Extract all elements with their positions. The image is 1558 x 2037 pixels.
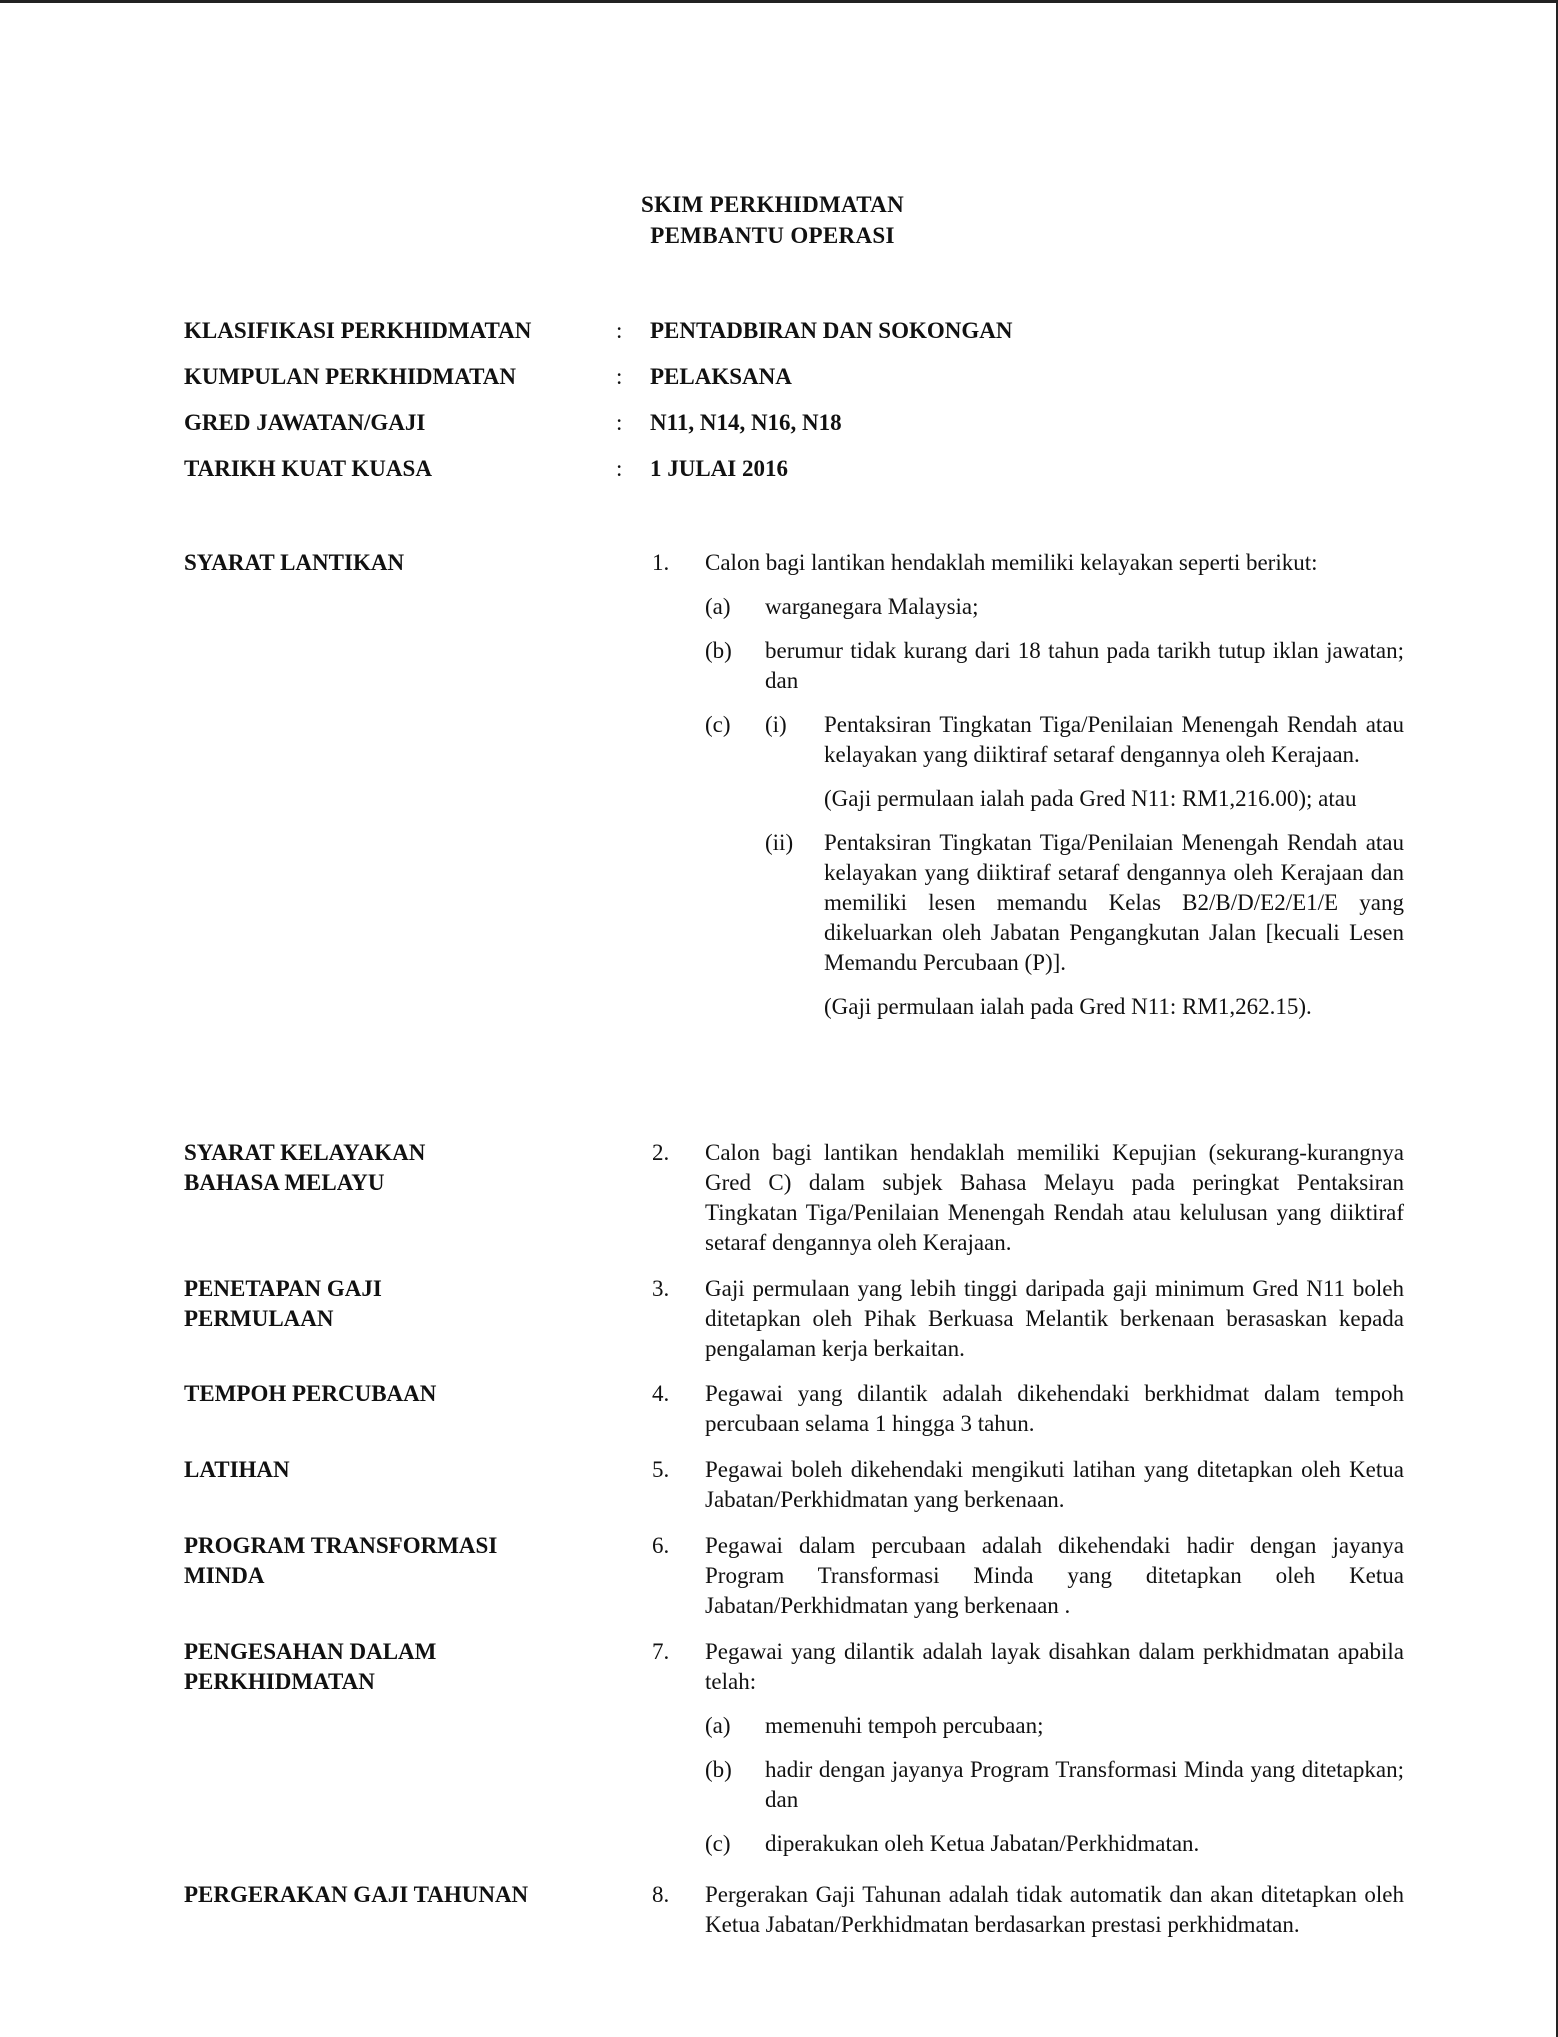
section-label-line: PROGRAM TRANSFORMASI xyxy=(184,1533,498,1558)
meta-value: N11, N14, N16, N18 xyxy=(650,410,842,435)
section-number: 7. xyxy=(652,1639,670,1664)
list-key: (b) xyxy=(705,638,732,663)
section-syarat-lantikan xyxy=(184,548,1404,1022)
meta-label: TARIKH KUAT KUASA xyxy=(184,456,432,481)
section-label-line: PENETAPAN GAJI xyxy=(184,1276,382,1301)
section-number: 6. xyxy=(652,1533,670,1558)
meta-value: 1 JULAI 2016 xyxy=(650,456,789,481)
sub-list-text: Pentaksiran Tingkatan Tiga/Penilaian Menengah Rendah atau kelayakan yang diiktiraf setaraf dengannya oleh Kerajaan dan memiliki lesen memandu Kelas B2/B/D/E2/E1/E yang dikeluarkan oleh Jabatan Pengangkutan Jalan [kecuali Lesen Memandu Percubaan (P)]. xyxy=(824,830,1404,975)
section-text: Pegawai yang dilantik adalah dikehendaki berkhidmat dalam tempoh percubaan selama 1 hingga 3 tahun. xyxy=(705,1381,1404,1436)
section-number: 8. xyxy=(652,1882,670,1907)
section-label: LATIHAN xyxy=(184,1457,290,1482)
list-item xyxy=(705,1829,1404,1859)
sub-list-key: (ii) xyxy=(765,830,794,855)
list-key: (b) xyxy=(705,1757,732,1782)
list-item xyxy=(705,710,1404,1022)
meta-colon: : xyxy=(616,410,623,435)
sub-list-item xyxy=(765,828,1404,1022)
list-text: warganegara Malaysia; xyxy=(765,594,979,619)
section-text: Calon bagi lantikan hendaklah memiliki kelayakan seperti berikut: xyxy=(705,550,1318,575)
sub-list-text: Pentaksiran Tingkatan Tiga/Penilaian Menengah Rendah atau kelayakan yang diiktiraf setaraf dengannya oleh Kerajaan. xyxy=(824,712,1404,767)
sub-list-key: (i) xyxy=(765,712,787,737)
section-number: 4. xyxy=(652,1381,670,1406)
meta-colon: : xyxy=(616,456,623,481)
section-latihan xyxy=(184,1455,1404,1515)
meta-row-klasifikasi xyxy=(184,316,1404,362)
list-item xyxy=(705,592,1404,622)
top-border xyxy=(0,0,1558,3)
section-number: 5. xyxy=(652,1457,670,1482)
salary-note: (Gaji permulaan ialah pada Gred N11: RM1,262.15). xyxy=(824,994,1312,1019)
meta-colon: : xyxy=(616,318,623,343)
section-penetapan-gaji xyxy=(184,1274,1404,1364)
section-label xyxy=(184,1531,650,1621)
list-key: (c) xyxy=(705,1831,731,1856)
section-label: PERGERAKAN GAJI TAHUNAN xyxy=(184,1882,529,1907)
list-text: hadir dengan jayanya Program Transformasi Minda yang ditetapkan; dan xyxy=(765,1757,1404,1812)
meta-row-kumpulan xyxy=(184,362,1404,408)
sub-list-item xyxy=(765,710,1404,814)
list-text: memenuhi tempoh percubaan; xyxy=(765,1713,1044,1738)
list-key: (c) xyxy=(705,712,731,737)
meta-label: KUMPULAN PERKHIDMATAN xyxy=(184,364,516,389)
section-label xyxy=(184,1274,650,1364)
meta-row-gred xyxy=(184,408,1404,454)
section-label-line: SYARAT KELAYAKAN xyxy=(184,1140,426,1165)
list-item xyxy=(705,1711,1404,1741)
meta-colon: : xyxy=(616,364,623,389)
section-label xyxy=(184,1637,650,1859)
list-key: (a) xyxy=(705,594,731,619)
title-line-2: PEMBANTU OPERASI xyxy=(650,223,895,248)
meta-value: PENTADBIRAN DAN SOKONGAN xyxy=(650,318,1013,343)
section-text: Gaji permulaan yang lebih tinggi daripada gaji minimum Gred N11 boleh ditetapkan oleh Pihak Berkuasa Melantik berkenaan berasaskan kepada pengalaman kerja berkaitan. xyxy=(705,1276,1404,1361)
meta-label: KLASIFIKASI PERKHIDMATAN xyxy=(184,318,532,343)
document-title xyxy=(0,189,1545,251)
section-program-transformasi xyxy=(184,1531,1404,1621)
meta-label: GRED JAWATAN/GAJI xyxy=(184,410,426,435)
section-text: Pegawai boleh dikehendaki mengikuti latihan yang ditetapkan oleh Ketua Jabatan/Perkhidmatan yang berkenaan. xyxy=(705,1457,1404,1512)
section-text: Calon bagi lantikan hendaklah memiliki Kepujian (sekurang-kurangnya Gred C) dalam subjek Bahasa Melayu pada peringkat Pentaksiran Tingkatan Tiga/Penilaian Menengah Rendah atau kelulusan yang diiktiraf setaraf dengannya oleh Kerajaan. xyxy=(705,1140,1404,1255)
meta-row-tarikh xyxy=(184,454,1404,500)
section-label: TEMPOH PERCUBAAN xyxy=(184,1381,437,1406)
section-label-line: BAHASA MELAYU xyxy=(184,1170,385,1195)
meta-value: PELAKSANA xyxy=(650,364,792,389)
section-tempoh-percubaan xyxy=(184,1379,1404,1439)
section-syarat-kelayakan xyxy=(184,1138,1404,1258)
list-item xyxy=(705,1755,1404,1815)
list-item xyxy=(705,636,1404,696)
list-text: berumur tidak kurang dari 18 tahun pada tarikh tutup iklan jawatan; dan xyxy=(765,638,1404,693)
salary-note: (Gaji permulaan ialah pada Gred N11: RM1,216.00); atau xyxy=(824,786,1357,811)
section-pengesahan xyxy=(184,1637,1404,1859)
section-number: 1. xyxy=(652,550,670,575)
section-label-line: PENGESAHAN DALAM xyxy=(184,1639,437,1664)
list-text: diperakukan oleh Ketua Jabatan/Perkhidmatan. xyxy=(765,1831,1200,1856)
section-label-line: PERKHIDMATAN xyxy=(184,1669,375,1694)
section-pergerakan-gaji xyxy=(184,1880,1404,1940)
section-text: Pegawai dalam percubaan adalah dikehendaki hadir dengan jayanya Program Transformasi Minda yang ditetapkan oleh Ketua Jabatan/Perkhidmatan yang berkenaan . xyxy=(705,1533,1404,1618)
meta-table xyxy=(184,316,1404,500)
section-number: 3. xyxy=(652,1276,670,1301)
section-label: SYARAT LANTIKAN xyxy=(184,550,405,575)
title-line-1: SKIM PERKHIDMATAN xyxy=(641,192,904,217)
section-text: Pegawai yang dilantik adalah layak disahkan dalam perkhidmatan apabila telah: xyxy=(705,1639,1404,1694)
section-label-line: MINDA xyxy=(184,1563,265,1588)
section-label xyxy=(184,1138,650,1258)
section-text: Pergerakan Gaji Tahunan adalah tidak automatik dan akan ditetapkan oleh Ketua Jabatan/Perkhidmatan berdasarkan prestasi perkhidmatan. xyxy=(705,1882,1404,1937)
list-key: (a) xyxy=(705,1713,731,1738)
section-number: 2. xyxy=(652,1140,670,1165)
section-label-line: PERMULAAN xyxy=(184,1306,334,1331)
